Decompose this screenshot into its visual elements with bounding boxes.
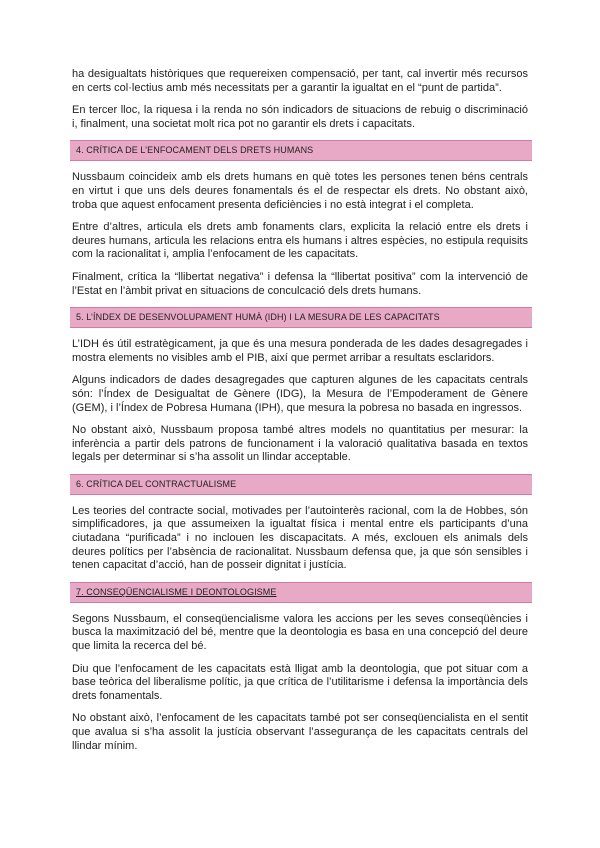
section-heading (70, 474, 532, 495)
paragraph: Nussbaum coincideix amb els drets humans en què totes les persones tenen béns centrals en virtut i que uns dels deures fonamentals és el de respectar els drets. No obstant això, troba que aquest enfocament presenta deficiències i no està integrat i el completa. (72, 171, 528, 211)
paragraph: Finalment, crítica la “llibertat negativa” i defensa la “llibertat positiva” com la intervenció de l’Estat en l’àmbit privat en situacions de conculcació dels drets humans. (72, 270, 528, 297)
paragraph: ha desigualtats històriques que requereixen compensació, per tant, cal invertir més recursos en certs col·lectius amb més necessitats per a garantir la igualtat en el “punt de partida”. (72, 68, 528, 94)
section-heading (70, 140, 532, 161)
paragraph: Segons Nussbaum, el conseqüencialisme valora les accions per les seves conseqüències i busca la maximització del bé, mentre que la deontologia es basa en una concepció del deure que limita la recerca del bé. (72, 612, 528, 653)
document-page (72, 68, 528, 762)
section-heading (70, 582, 532, 603)
section-heading-text: 6. CRÍTICA DEL CONTRACTUALISME (76, 478, 237, 489)
section-heading-text: 7. CONSEQÜENCIALISME I DEONTOLOGISME (76, 586, 277, 597)
paragraph: Entre d’altres, articula els drets amb fonaments clars, explicita la relació entre els drets i deures humans, articula les relacions entra els humans i altres espècies, no estipula requisits com la racionalitat i, amplia l’enfocament de les capacitats. (72, 221, 528, 261)
section-heading-text: 4. CRÍTICA DE L’ENFOCAMENT DELS DRETS HUMANS (76, 145, 314, 156)
paragraph: L’IDH és útil estratègicament, ja que és una mesura ponderada de les dades desagregades i mostra elements no visibles amb el PIB, així que permet arribar a resultats esclaridors. (72, 338, 528, 364)
paragraph: Diu que l’enfocament de les capacitats està lligat amb la deontologia, que pot situar com a base teòrica del liberalisme polític, ja que crítica de l’utilitarisme i defensa la importància dels drets fonamentals. (72, 662, 528, 702)
section-heading-text: 5. L’ÍNDEX DE DESENVOLUPAMENT HUMÀ (IDH) I LA MESURA DE LES CAPACITATS (76, 312, 440, 323)
paragraph: No obstant això, l’enfocament de les capacitats també pot ser conseqüencialista en el sentit que avalua si s’ha assolit la justícia observant l’assegurança de les capacitats centrals del llindar mínim. (72, 712, 528, 752)
section-heading (70, 307, 532, 328)
paragraph: No obstant això, Nussbaum proposa també altres models no quantitatius per mesurar: la inferència a partir dels patrons de funcionament i la valoració qualitativa basada en textos legals per determinar si s’ha assolit un llindar acceptable. (72, 424, 528, 464)
paragraph: En tercer lloc, la riquesa i la renda no són indicadors de situacions de rebuig o discriminació i, finalment, una societat molt rica pot no garantir els drets i capacitats. (72, 104, 528, 130)
paragraph: Alguns indicadors de dades desagregades que capturen algunes de les capacitats centrals són: l’Índex de Desigualtat de Gènere (IDG), la Mesura de l’Empoderament de Gènere (GEM), i l’Índex de Pobresa Humana (IPH), que mesura la pobresa no basada en ingressos. (72, 374, 528, 414)
paragraph: Les teories del contracte social, motivades per l’autointerès racional, com la de Hobbes, són simplificadores, ja que assumeixen la igualtat física i mental entre els participants d’una ciutadana “purificada” i no inclouen les discapacitats. A més, exclouen els animals dels deures polítics per l’absència de racionalitat. Nussbaum defensa que, ja que són sensibles i tenen capacitat d’acció, han de posseir dignitat i justícia. (72, 504, 528, 572)
